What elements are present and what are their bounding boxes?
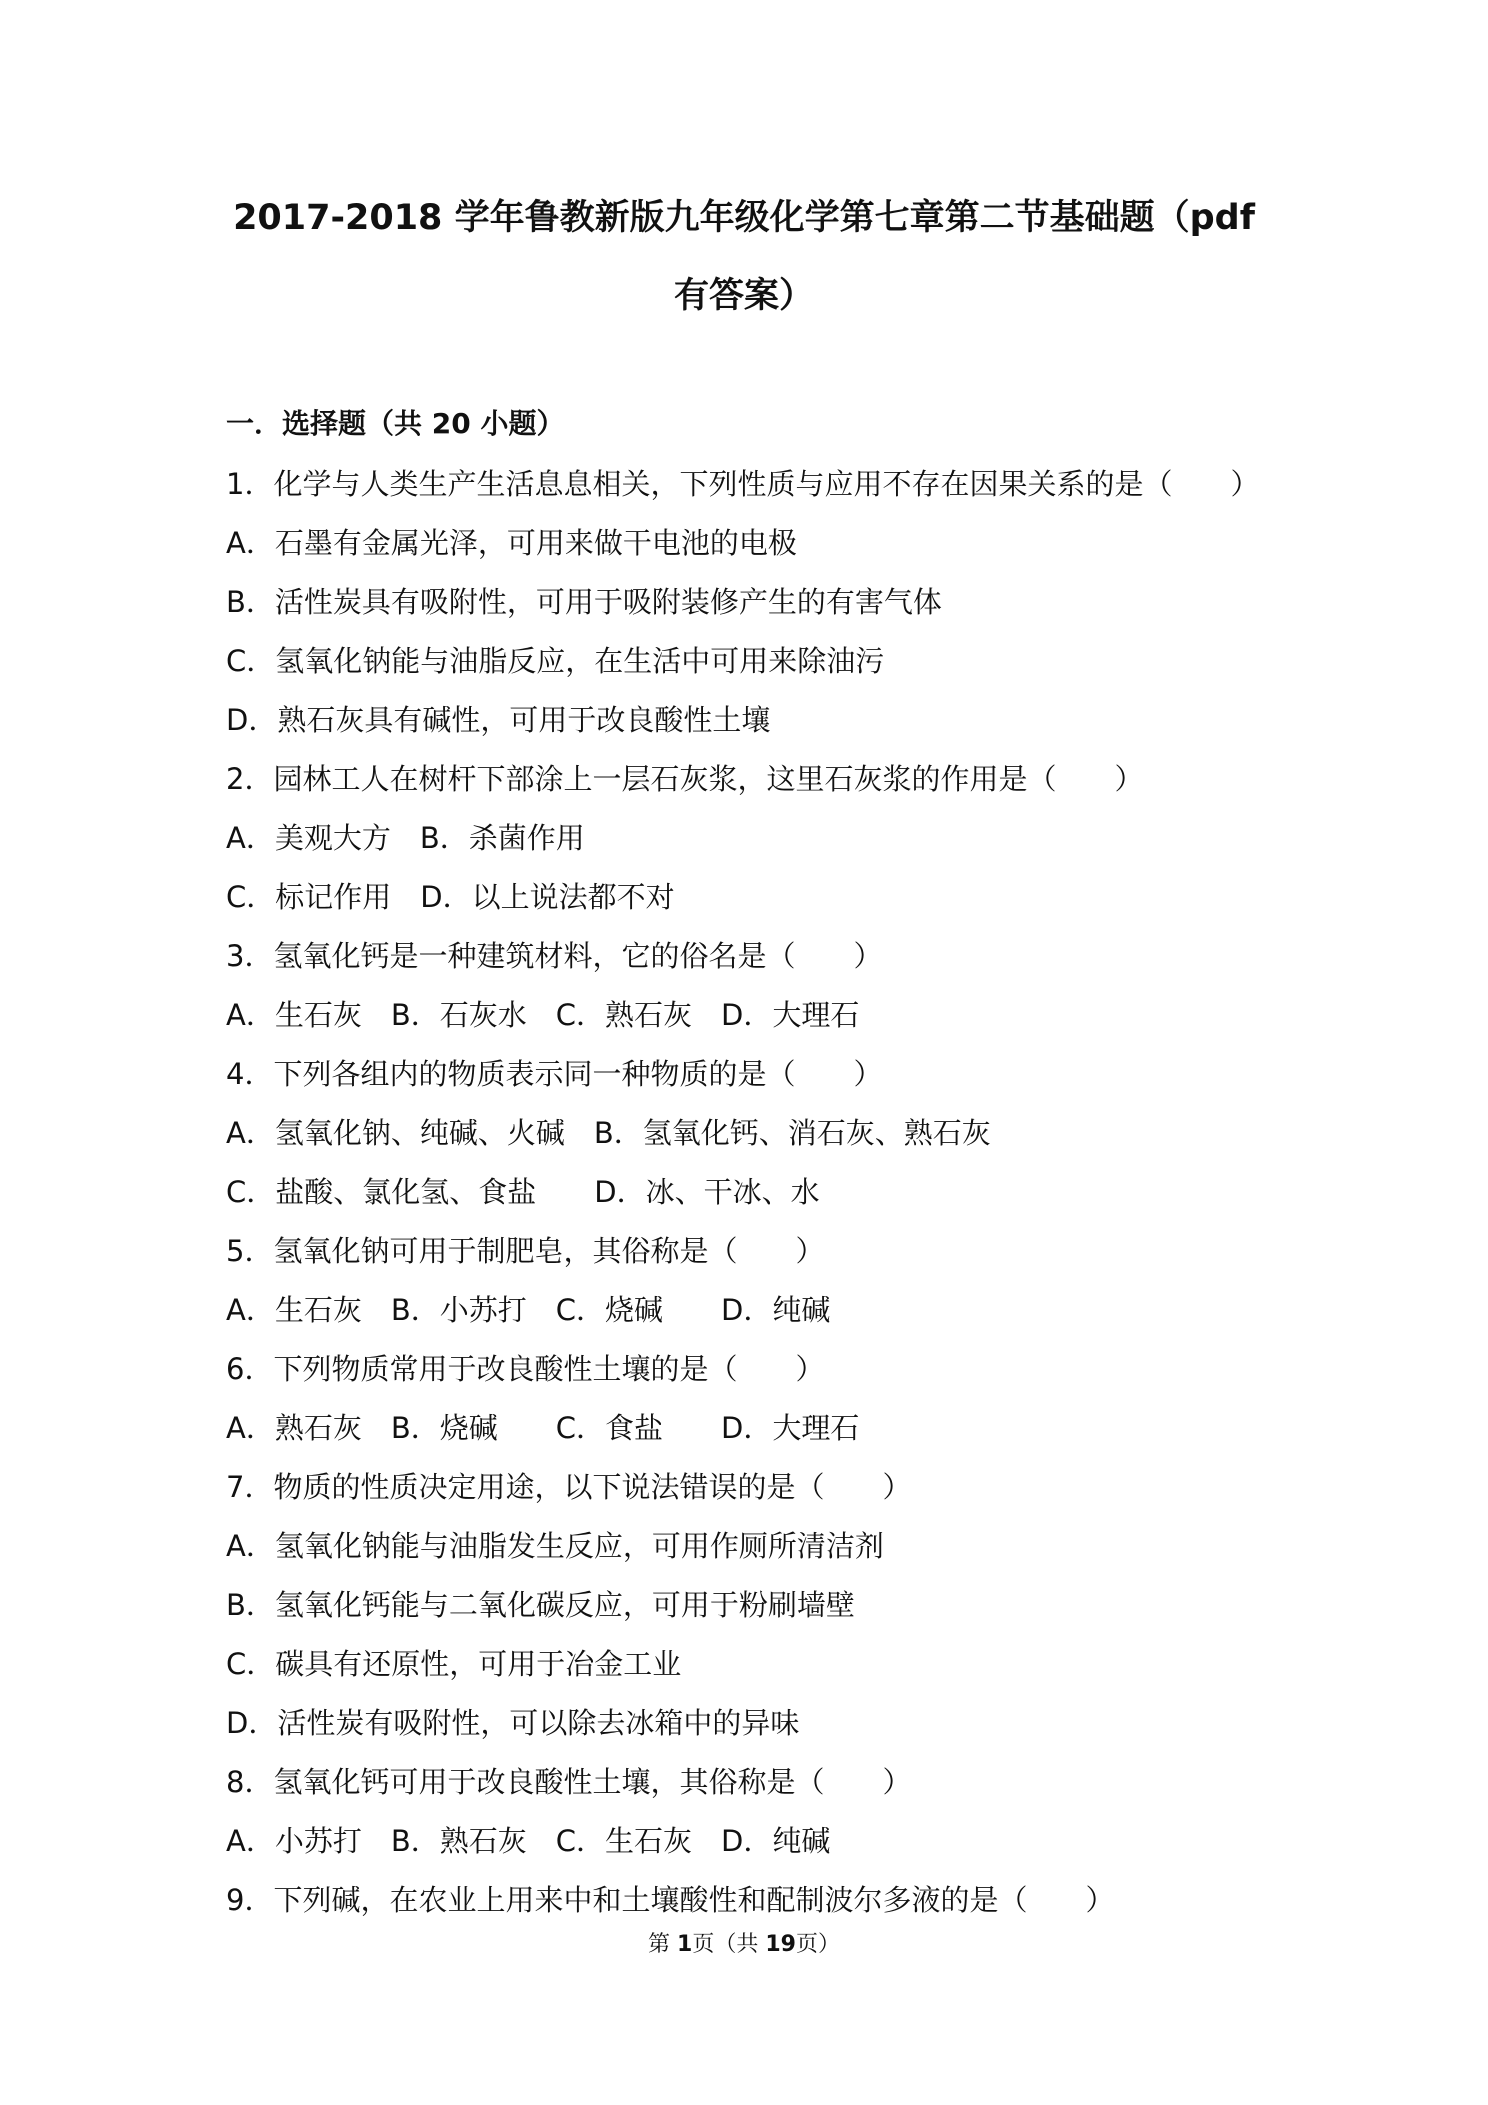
- question-3-options: A．生石灰 B．石灰水 C．熟石灰 D．大理石: [226, 998, 860, 1032]
- page-footer: [0, 1930, 1488, 1960]
- question-5-stem: 5．氢氧化钠可用于制肥皂，其俗称是（ ）: [226, 1234, 825, 1268]
- question-list: [226, 464, 1346, 1939]
- question-7-stem: 7．物质的性质决定用途，以下说法错误的是（ ）: [226, 1470, 912, 1504]
- document-title-line-2: 有答案）: [673, 276, 814, 316]
- document-title-line-1: 2017-2018 学年鲁教新版九年级化学第七章第二节基础题（pdf: [233, 198, 1255, 238]
- question-9-stem: 9．下列碱，在农业上用来中和土壤酸性和配制波尔多液的是（ ）: [226, 1883, 1115, 1917]
- question-8-options: A．小苏打 B．熟石灰 C．生石灰 D．纯碱: [226, 1824, 831, 1858]
- question-3-stem: 3．氢氧化钙是一种建筑材料，它的俗名是（ ）: [226, 939, 883, 973]
- question-4-options-ab: A．氢氧化钠、纯碱、火碱 B．氢氧化钙、消石灰、熟石灰: [226, 1116, 991, 1150]
- question-1-stem: 1．化学与人类生产生活息息相关，下列性质与应用不存在因果关系的是（ ）: [226, 467, 1260, 501]
- footer-prefix: 第: [648, 1932, 678, 1957]
- section-heading: 一．选择题（共 20 小题）: [226, 407, 565, 440]
- question-1-option-d: D．熟石灰具有碱性，可用于改良酸性土壤: [226, 703, 771, 737]
- question-7-option-b: B．氢氧化钙能与二氧化碳反应，可用于粉刷墙壁: [226, 1588, 855, 1622]
- footer-page-number: 1: [677, 1932, 693, 1957]
- question-2-stem: 2．园林工人在树杆下部涂上一层石灰浆，这里石灰浆的作用是（ ）: [226, 762, 1144, 796]
- question-6-stem: 6．下列物质常用于改良酸性土壤的是（ ）: [226, 1352, 825, 1386]
- footer-total-pages: 19: [765, 1932, 796, 1957]
- question-1-option-c: C．氢氧化钠能与油脂反应，在生活中可用来除油污: [226, 644, 885, 678]
- question-6-options: A．熟石灰 B．烧碱 C．食盐 D．大理石: [226, 1411, 860, 1445]
- question-2-options-cd: C．标记作用 D．以上说法都不对: [226, 880, 675, 914]
- question-4-options-cd: C．盐酸、氯化氢、食盐 D．冰、干冰、水: [226, 1175, 820, 1209]
- footer-middle: 页（共: [692, 1932, 766, 1957]
- question-4-stem: 4．下列各组内的物质表示同一种物质的是（ ）: [226, 1057, 883, 1091]
- question-7-option-d: D．活性炭有吸附性，可以除去冰箱中的异味: [226, 1706, 800, 1740]
- question-7-option-a: A．氢氧化钠能与油脂发生反应，可用作厕所清洁剂: [226, 1529, 884, 1563]
- question-5-options: A．生石灰 B．小苏打 C．烧碱 D．纯碱: [226, 1293, 831, 1327]
- question-1-option-b: B．活性炭具有吸附性，可用于吸附装修产生的有害气体: [226, 585, 942, 619]
- question-2-options-ab: A．美观大方 B．杀菌作用: [226, 821, 585, 855]
- question-8-stem: 8．氢氧化钙可用于改良酸性土壤，其俗称是（ ）: [226, 1765, 912, 1799]
- question-1-option-a: A．石墨有金属光泽，可用来做干电池的电极: [226, 526, 797, 560]
- question-7-option-c: C．碳具有还原性，可用于冶金工业: [226, 1647, 682, 1681]
- footer-suffix: 页）: [795, 1932, 840, 1957]
